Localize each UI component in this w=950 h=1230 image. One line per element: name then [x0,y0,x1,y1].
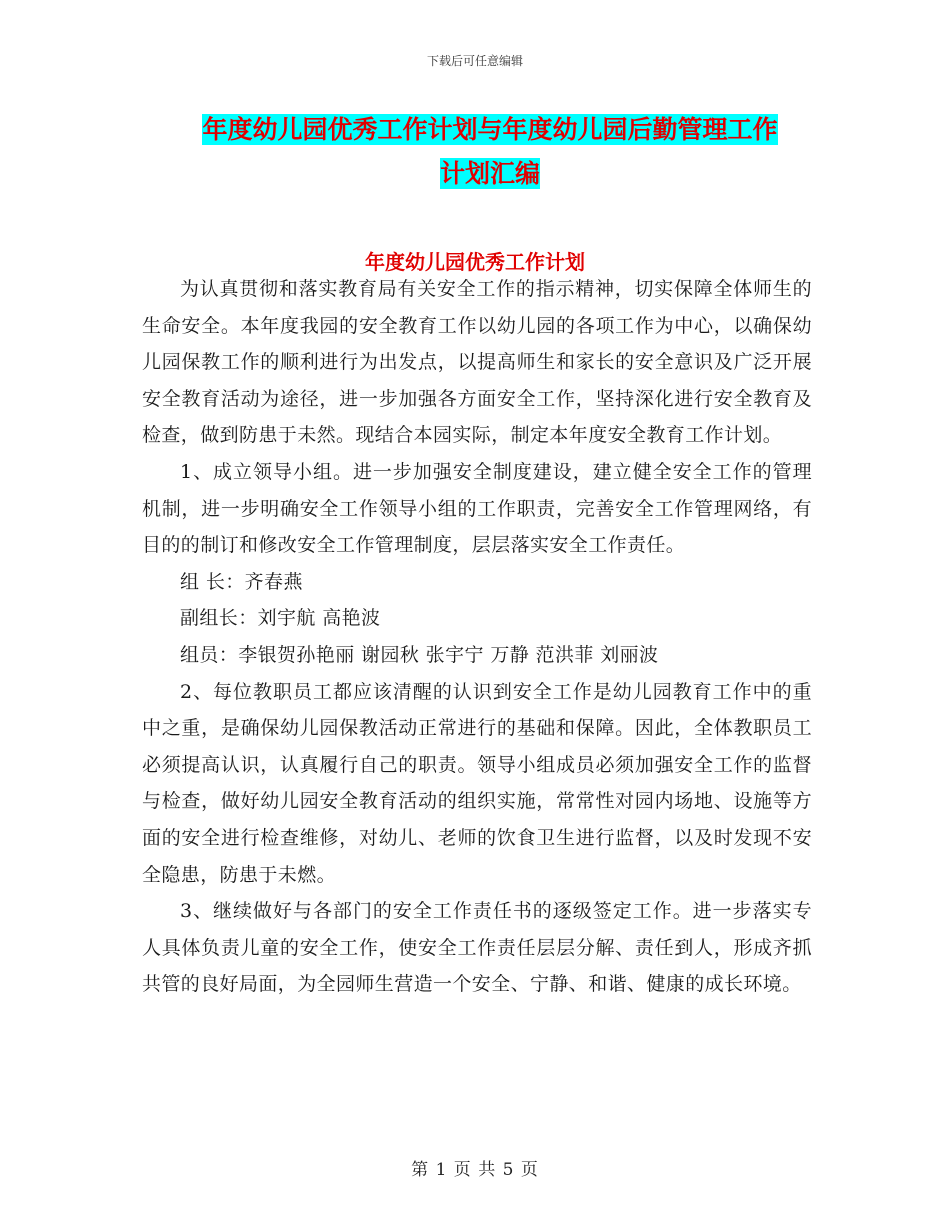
paragraph-item-2: 2、每位教职员工都应该清醒的认识到安全工作是幼儿园教育工作中的重中之重，是确保幼儿园保教活动正常进行的基础和保障。因此，全体教职员工必须提高认识，认真履行自己的职责。领导小组成员必须加强安全工作的监督与检查，做好幼儿园安全教育活动的组织实施，常常性对园内场地、设施等方面的安全进行检查维修，对幼儿、老师的饮食卫生进行监督，以及时发现不安全隐患，防患于未燃。 [142,680,812,886]
paragraph-item-3: 3、继续做好与各部门的安全工作责任书的逐级签定工作。进一步落实专人具体负责儿童的安全工作，使安全工作责任层层分解、责任到人，形成齐抓共管的良好局面，为全园师生营造一个安全、宁静、和谐、健康的成长环境。 [142,900,812,996]
paragraph-team-members: 组员：李银贺孙艳丽 谢园秋 张宇宁 万静 范洪菲 刘丽波 [180,643,659,666]
paragraph-item-1: 1、成立领导小组。进一步加强安全制度建设，建立健全安全工作的管理机制，进一步明确安全工作领导小组的工作职责，完善安全工作管理网络，有目的的制订和修改安全工作管理制度，层层落实安全工作责任。 [142,460,812,557]
paragraph-team-leader: 组 长：齐春燕 [180,570,303,593]
page-header-note: 下载后可任意编辑 [426,54,523,68]
document-title-line1: 年度幼儿园优秀工作计划与年度幼儿园后勤管理工作 [202,115,778,144]
document-body [142,271,812,1003]
paragraph-intro: 为认真贯彻和落实教育局有关安全工作的指示精神，切实保障全体师生的生命安全。本年度我园的安全教育工作以幼儿园的各项工作为中心，以确保幼儿园保教工作的顺利进行为出发点，以提高师生和家长的安全意识及广泛开展安全教育活动为途径，进一步加强各方面安全工作，坚持深化进行安全教育及检查，做到防患于未然。现结合本园实际，制定本年度安全教育工作计划。 [142,278,812,447]
section-title: 年度幼儿园优秀工作计划 [365,250,585,274]
paragraph-team-deputy: 副组长：刘宇航 高艳波 [180,607,381,630]
page-footer-number: 第 1 页 共 5 页 [411,1160,539,1180]
document-title [140,108,840,196]
document-title-line2: 计划汇编 [439,159,540,188]
